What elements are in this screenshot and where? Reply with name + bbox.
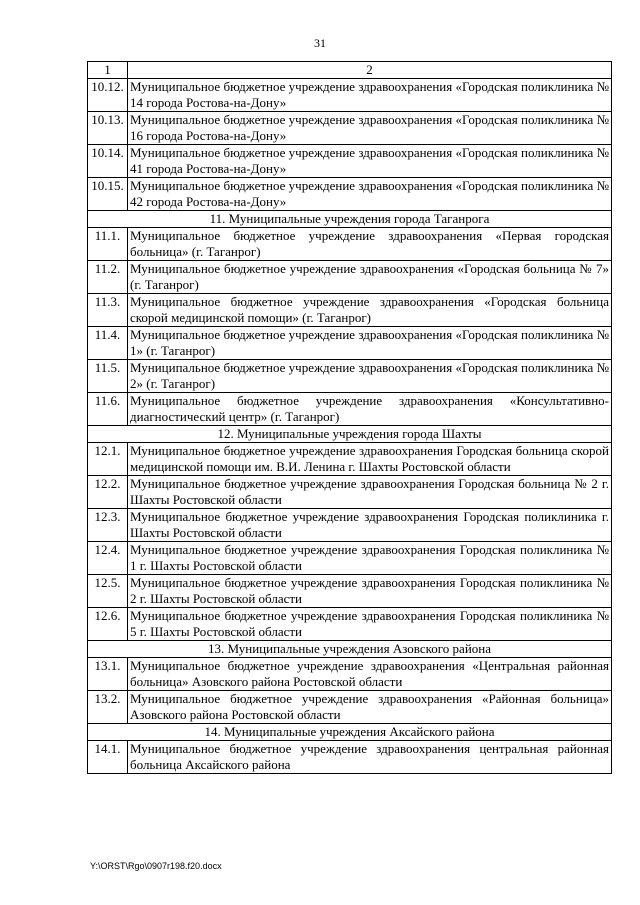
section-title: 13. Муниципальные учреждения Азовского района [88,641,612,658]
institution-name: Муниципальное бюджетное учреждение здравоохранения центральная районная больница Аксайского района [128,741,612,774]
item-number: 13.2. [88,691,128,724]
page-number: 31 [314,36,326,50]
table-row [88,691,612,724]
item-number: 10.12. [88,79,128,112]
file-path-footer: Y:\ORST\Rgo\0907r198.f20.docx [90,861,222,871]
section-header-row [88,426,612,443]
section-header-row [88,641,612,658]
institution-name: Муниципальное бюджетное учреждение здравоохранения «Консультативно-диагностический центр» (г. Таганрог) [128,393,612,426]
table-body [88,62,612,774]
table-row [88,658,612,691]
institution-name: Муниципальное бюджетное учреждение здравоохранения «Городская больница № 7» (г. Таганрог) [128,261,612,294]
item-number: 11.6. [88,393,128,426]
table-row [88,178,612,211]
institution-name: Муниципальное бюджетное учреждение здравоохранения «Центральная районная больница» Азовского района Ростовской области [128,658,612,691]
header-col-2: 2 [128,62,612,79]
table-row [88,327,612,360]
item-number: 13.1. [88,658,128,691]
item-number: 12.3. [88,509,128,542]
section-title: 11. Муниципальные учреждения города Таганрога [88,211,612,228]
table-row [88,112,612,145]
institution-name: Муниципальное бюджетное учреждение здравоохранения «Городская поликлиника № 2» (г. Таганрог) [128,360,612,393]
table-row [88,509,612,542]
table-row [88,79,612,112]
item-number: 12.1. [88,443,128,476]
table-row [88,476,612,509]
institution-name: Муниципальное бюджетное учреждение здравоохранения Городская поликлиника № 5 г. Шахты Ростовской области [128,608,612,641]
section-title: 14. Муниципальные учреждения Аксайского района [88,724,612,741]
table-row [88,294,612,327]
table-row [88,575,612,608]
institutions-table [87,61,612,774]
institution-name: Муниципальное бюджетное учреждение здравоохранения Городская поликлиника г. Шахты Ростовской области [128,509,612,542]
institution-name: Муниципальное бюджетное учреждение здравоохранения Городская больница № 2 г. Шахты Ростовской области [128,476,612,509]
item-number: 11.1. [88,228,128,261]
item-number: 10.15. [88,178,128,211]
table-row [88,608,612,641]
institution-name: Муниципальное бюджетное учреждение здравоохранения «Районная больница» Азовского района Ростовской области [128,691,612,724]
item-number: 11.2. [88,261,128,294]
section-title: 12. Муниципальные учреждения города Шахты [88,426,612,443]
institution-name: Муниципальное бюджетное учреждение здравоохранения Городская поликлиника № 1 г. Шахты Ростовской области [128,542,612,575]
table-header-row [88,62,612,79]
item-number: 14.1. [88,741,128,774]
item-number: 12.2. [88,476,128,509]
institution-name: Муниципальное бюджетное учреждение здравоохранения «Городская поликлиника № 14 города Ростова-на-Дону» [128,79,612,112]
section-header-row [88,211,612,228]
table-row [88,145,612,178]
item-number: 11.4. [88,327,128,360]
table-row [88,443,612,476]
institution-name: Муниципальное бюджетное учреждение здравоохранения «Городская поликлиника № 42 города Ростова-на-Дону» [128,178,612,211]
item-number: 12.4. [88,542,128,575]
institution-name: Муниципальное бюджетное учреждение здравоохранения «Первая городская больница» (г. Таганрог) [128,228,612,261]
institution-name: Муниципальное бюджетное учреждение здравоохранения Городская поликлиника № 2 г. Шахты Ростовской области [128,575,612,608]
item-number: 11.5. [88,360,128,393]
table-row [88,542,612,575]
item-number: 10.13. [88,112,128,145]
institution-name: Муниципальное бюджетное учреждение здравоохранения «Городская поликлиника № 41 города Ростова-на-Дону» [128,145,612,178]
table-row [88,393,612,426]
section-header-row [88,724,612,741]
table-row [88,360,612,393]
item-number: 12.6. [88,608,128,641]
institution-name: Муниципальное бюджетное учреждение здравоохранения «Городская поликлиника № 16 города Ростова-на-Дону» [128,112,612,145]
institution-name: Муниципальное бюджетное учреждение здравоохранения Городская больница скорой медицинской помощи им. В.И. Ленина г. Шахты Ростовской области [128,443,612,476]
table-row [88,261,612,294]
header-col-1: 1 [88,62,128,79]
item-number: 10.14. [88,145,128,178]
item-number: 11.3. [88,294,128,327]
item-number: 12.5. [88,575,128,608]
table-row [88,228,612,261]
institution-name: Муниципальное бюджетное учреждение здравоохранения «Городская поликлиника № 1» (г. Таганрог) [128,327,612,360]
institution-name: Муниципальное бюджетное учреждение здравоохранения «Городская больница скорой медицинской помощи» (г. Таганрог) [128,294,612,327]
table-row [88,741,612,774]
